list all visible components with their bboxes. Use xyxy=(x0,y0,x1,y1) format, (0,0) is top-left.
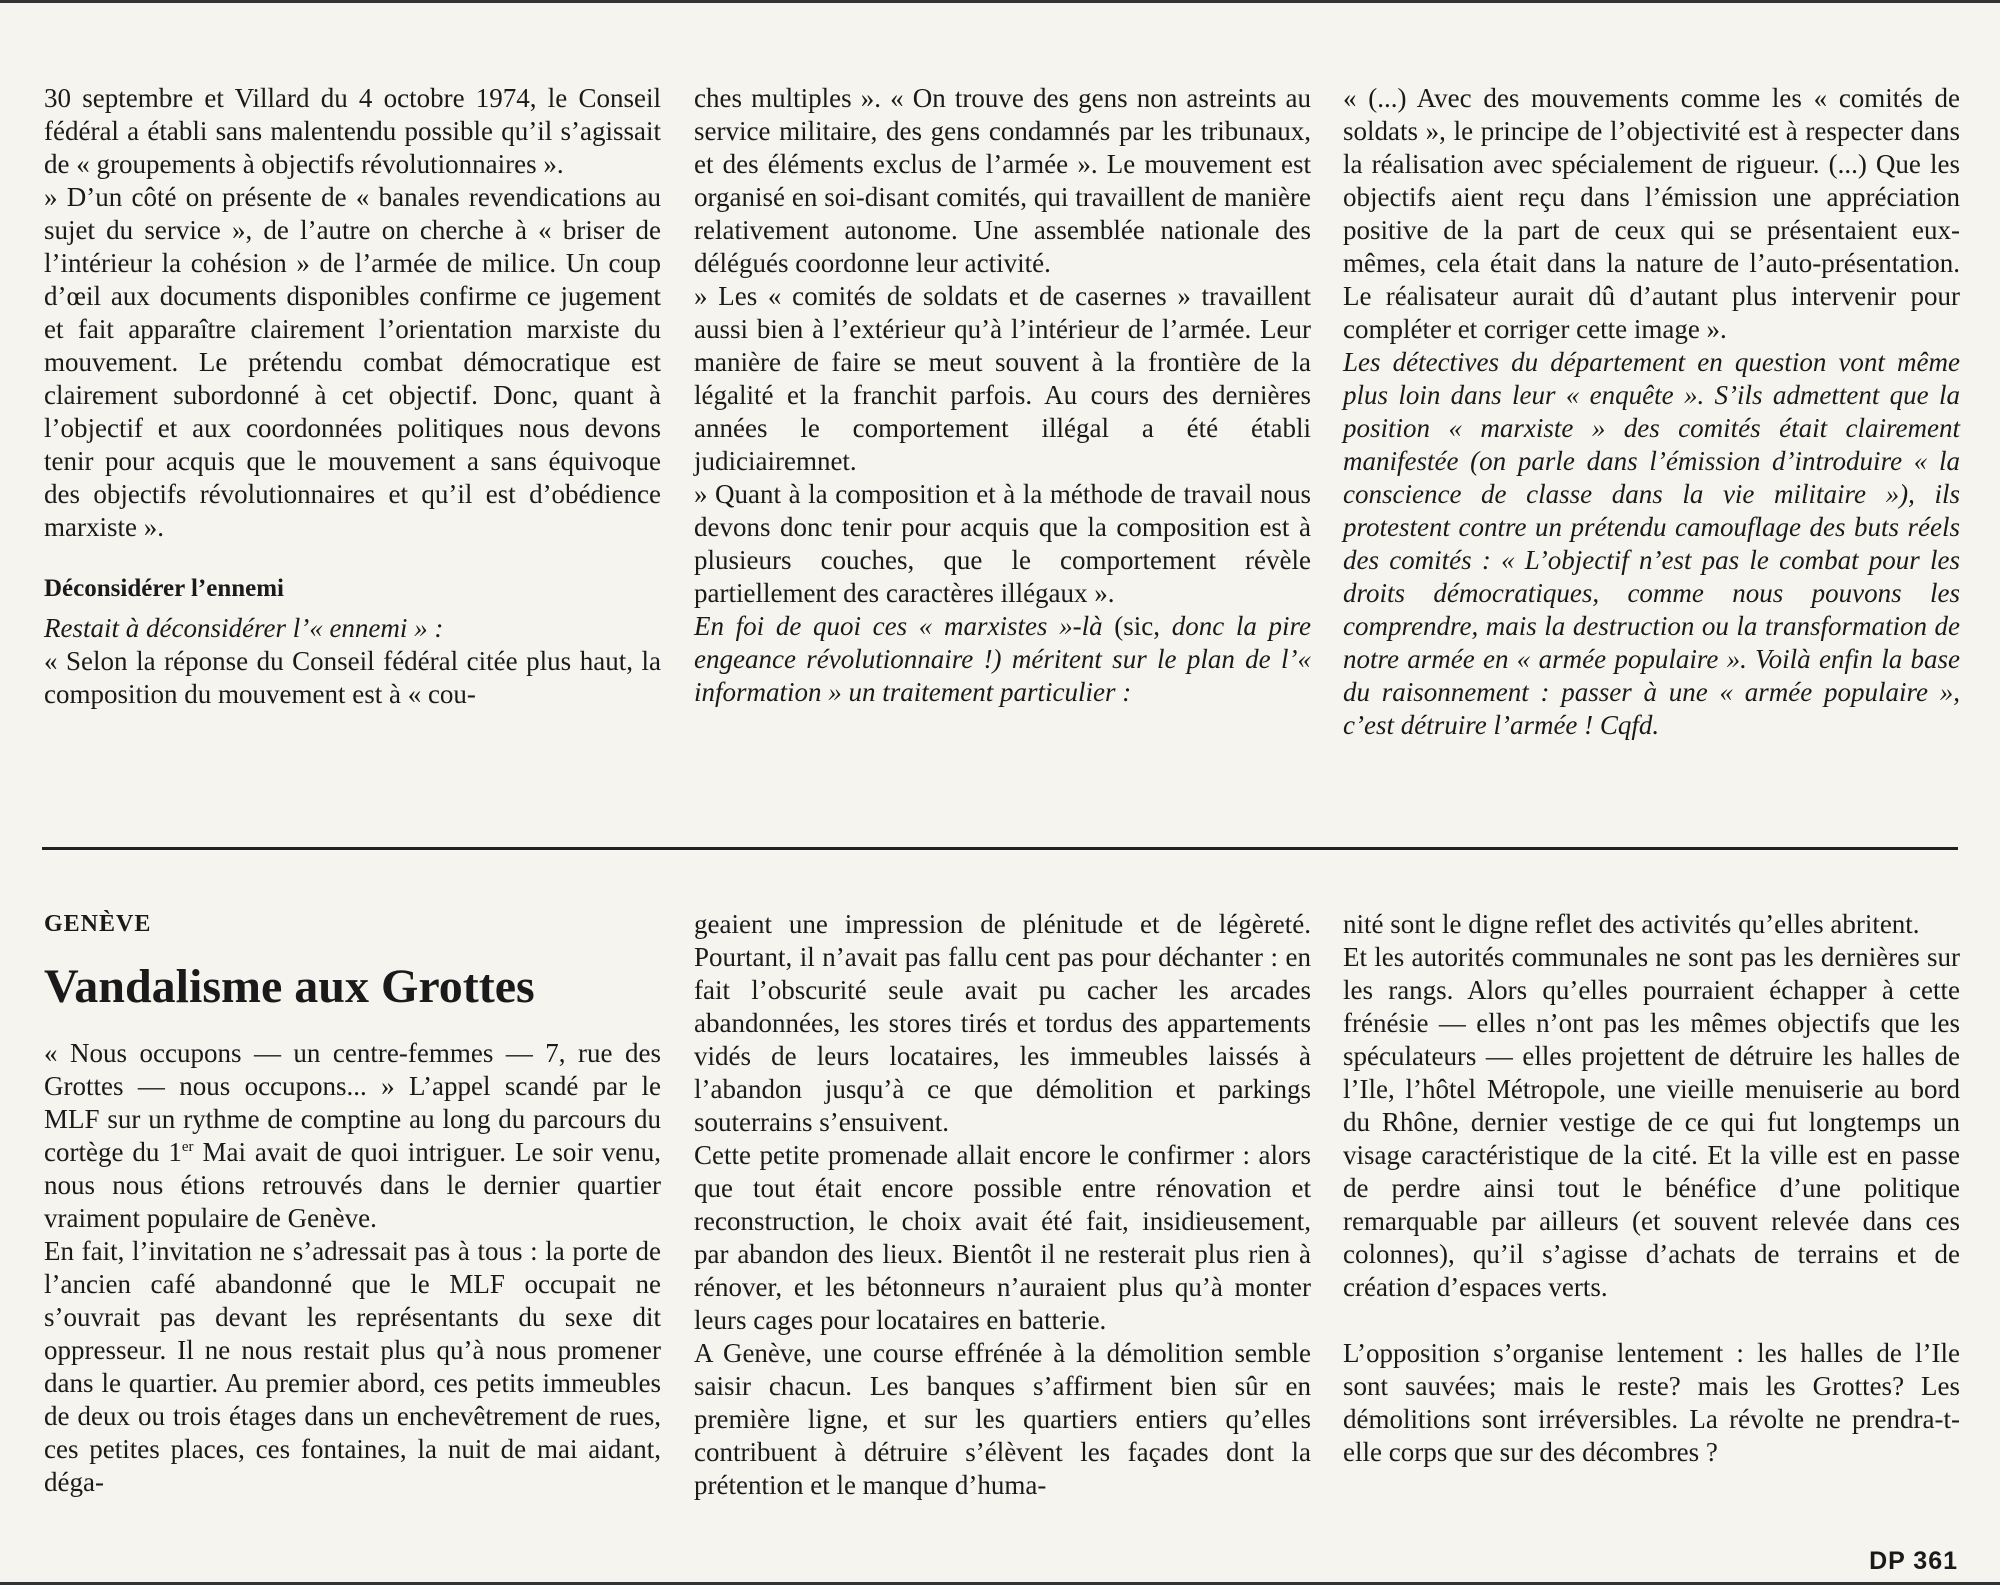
text: « Nous occupons — un centre-femmes — 7, rue des Grottes — nous occupons... » L’appel scandé par le MLF sur un rythme de comptine au long du parcours du cortège du 1 xyxy=(44,1038,661,1167)
paragraph: A Genève, une course effrénée à la démolition semble saisir chacun. Les banques s’affirment bien sûr en première ligne, et sur les quartiers entiers qu’elles contribuent à détruire s’élèvent les façades dont la prétention et le manque d’huma- xyxy=(694,1338,1311,1500)
lower-column-2 xyxy=(694,908,1311,1502)
paragraph: « (...) Avec des mouvements comme les « comités de soldats », le principe de l’objectivité est à respecter dans la réalisation avec spécialement de rigueur. (...) Que les objectifs aient reçu dans l’émission une appréciation positive de la part de ceux qui se présentaient eux-mêmes, cela était dans la nature de l’auto-présentation. Le réalisateur aurait dû d’autant plus intervenir pour compléter et corriger cette image ». xyxy=(1343,83,1960,344)
paragraph: » D’un côté on présente de « banales revendications au sujet du service », de l’autre on cherche à « briser de l’intérieur la cohésion » de l’armée de milice. Un coup d’œil aux documents disponibles confirme ce jugement et fait apparaître clairement l’orientation marxiste du mouvement. Le prétendu combat démocratique est clairement subordonné à cet objectif. Donc, quant à l’objectif et aux coordonnées politiques nous devons tenir pour acquis que le mouvement a sans équivoque des objectifs révolutionnaires et qu’il est d’obédience marxiste ». xyxy=(44,182,661,542)
paragraph: « Selon la réponse du Conseil fédéral citée plus haut, la composition du mouvement est à « cou- xyxy=(44,646,661,709)
paragraph: Et les autorités communales ne sont pas les dernières sur les rangs. Alors qu’elles pourraient échapper à cette frénésie — elles n’ont pas les mêmes objectifs que les spéculateurs — elles projettent de détruire les halles de l’Ile, l’hôtel Métropole, une vieille menuiserie au bord du Rhône, dernier vestige de ce qui fut longtemps un visage caractéristique de la cité. Et la ville est en passe de perdre ainsi tout le bénéfice d’une politique remarquable par ailleurs (et souvent relevée dans ces colonnes), qu’il s’agisse d’achats de terrains et de création d’espaces verts. xyxy=(1343,942,1960,1302)
subheading: Déconsidérer l’ennemi xyxy=(44,575,285,602)
paragraph: En fait, l’invitation ne s’adressait pas à tous : la porte de l’ancien café abandonné que le MLF occupait ne s’ouvrait pas devant les représentants du sexe dit oppresseur. Il ne nous restait plus qu’à nous promener dans le quartier. Au premier abord, ces petits immeubles de deux ou trois étages dans un enchevêtrement de rues, ces petites places, ces fontaines, la nuit de mai aidant, déga- xyxy=(44,1236,661,1497)
section-divider xyxy=(42,847,1958,850)
paragraph: ches multiples ». « On trouve des gens non astreints au service militaire, des gens condamnés par les tribunaux, et des éléments exclus de l’armée ». Le mouvement est organisé en soi-disant comités, qui travaillent de manière relativement autonome. Une assemblée nationale des délégués coordonne leur activité. xyxy=(694,83,1311,278)
text-italic: donc la pire engeance révolutionnaire !) méritent sur le plan de l’« information » un traitement particulier : xyxy=(694,611,1311,707)
paragraph: Cette petite promenade allait encore le confirmer : alors que tout était encore possible entre rénovation et reconstruction, le choix avait été fait, insidieusement, par abandon des lieux. Bientôt il ne resterait plus rien à rénover, et les bétonneurs n’auraient plus qu’à monter leurs cages pour locataires en batterie. xyxy=(694,1140,1311,1335)
paragraph: nité sont le digne reflet des activités qu’elles abritent. xyxy=(1343,909,1920,939)
article-kicker: GENÈVE xyxy=(44,911,152,937)
upper-column-2 xyxy=(694,82,1311,709)
paragraph xyxy=(44,1037,661,1235)
text-roman: (sic, xyxy=(1102,611,1172,641)
paragraph xyxy=(694,610,1311,709)
paragraph: » Les « comités de soldats et de casernes » travaillent aussi bien à l’extérieur qu’à l’intérieur de l’armée. Leur manière de faire se meut souvent à la frontière de la légalité et la franchit parfois. Au cours des dernières années le comportement illégal a été établi judiciairemnet. xyxy=(694,281,1311,476)
paragraph: geaient une impression de plénitude et de légèreté. Pourtant, il n’avait pas fallu cent pas pour déchanter : en fait l’obscurité seule avait pu cacher les arcades abandonnées, les stores tirés et tordus des appartements vidés de leurs locataires, les immeubles laissés à l’abandon jusqu’à ce que démolition et parkings souterrains s’ensuivent. xyxy=(694,909,1311,1137)
paragraph: Les détectives du département en question vont même plus loin dans leur « enquête ». S’ils admettent que la position « marxiste » des comités était clairement manifestée (on parle dans l’émission d’introduire « la conscience de classe dans la vie militaire »), ils protestent contre un prétendu camouflage des buts réels des comités : « L’objectif n’est pas le combat pour les droits démocratiques, comme nous pouvons les comprendre, mais la destruction ou la transformation de notre armée en « armée populaire ». Voilà enfin la base du raisonnement : passer à une « armée populaire », c’est détruire l’armée ! Cqfd. xyxy=(1343,347,1960,740)
page-number: DP 361 xyxy=(1869,1547,1958,1575)
paragraph: » Quant à la composition et à la méthode de travail nous devons donc tenir pour acquis que la composition est à plusieurs couches, que le comportement révèle partiellement des caractères illégaux ». xyxy=(694,479,1311,608)
text: Mai avait de quoi intriguer. Le soir venu, nous nous étions retrouvés dans le dernier quartier vraiment populaire de Genève. xyxy=(44,1137,662,1233)
text-italic: En foi de quoi ces « marxistes »-là xyxy=(694,611,1103,641)
article-headline: Vandalisme aux Grottes xyxy=(44,960,535,1013)
upper-column-1 xyxy=(44,82,661,711)
superscript: er xyxy=(181,1139,194,1155)
lower-column-1 xyxy=(44,908,661,1499)
paragraph: L’opposition s’organise lentement : les halles de l’Ile sont sauvées; mais le reste? mais les Grottes? Les démolitions sont irréversibles. La révolte ne prendra-t-elle corps que sur des décombres ? xyxy=(1343,1338,1960,1467)
paragraph: 30 septembre et Villard du 4 octobre 1974, le Conseil fédéral a établi sans malentendu possible qu’il s’agissait de « groupements à objectifs révolutionnaires ». xyxy=(44,83,661,179)
top-rule xyxy=(0,0,2000,3)
upper-column-3 xyxy=(1343,82,1960,742)
lower-column-3 xyxy=(1343,908,1960,1469)
paragraph: Restait à déconsidérer l’« ennemi » : xyxy=(44,613,444,643)
